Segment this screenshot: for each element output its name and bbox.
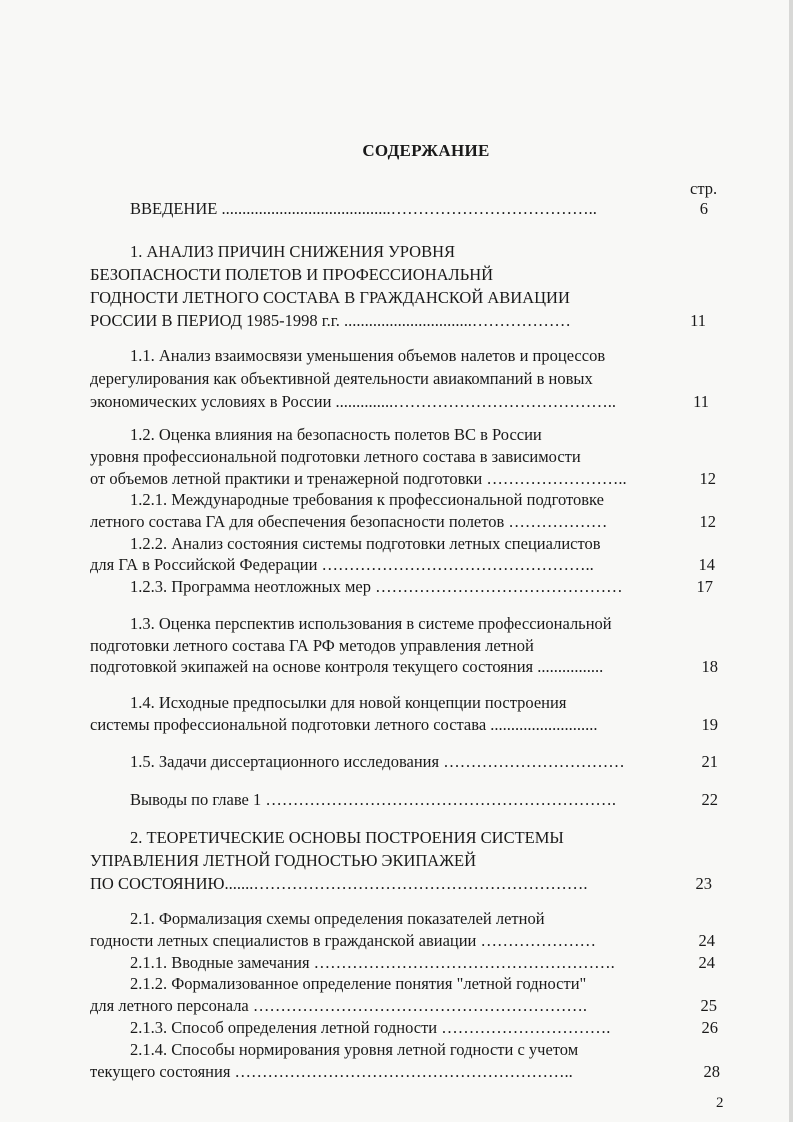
toc-entry-chapter-1: ГОДНОСТИ ЛЕТНОГО СОСТАВА В ГРАЖДАНСКОЙ АВИАЦИИ: [90, 288, 570, 307]
toc-entry-chapter-2: ПО СОСТОЯНИЮ.......…………………………………………………….: [90, 874, 588, 893]
toc-entry-2-1: годности летных специалистов в гражданской авиации …………………: [90, 931, 597, 950]
toc-entry-conclusions-1: Выводы по главе 1 ……………………………………………………….: [130, 790, 616, 809]
toc-entry-1-2-2: для ГА в Российской Федерации …………………………………………..: [90, 555, 594, 574]
toc-entry-1-5: 1.5. Задачи диссертационного исследования ……………………………: [130, 752, 625, 771]
toc-entry-chapter-2: 2. ТЕОРЕТИЧЕСКИЕ ОСНОВЫ ПОСТРОЕНИЯ СИСТЕМЫ: [130, 828, 564, 847]
toc-page-number: 28: [703, 1062, 720, 1081]
toc-entry-1-2-1: летного состава ГА для обеспечения безопасности полетов ………………: [90, 512, 608, 531]
toc-entry-2-1-1: 2.1.1. Вводные замечания ……………………………………………….: [130, 953, 615, 972]
toc-entry-1-2: уровня профессиональной подготовки летного состава в зависимости: [90, 447, 581, 466]
toc-page-number: 11: [690, 311, 706, 330]
toc-page-number: 21: [701, 752, 718, 771]
toc-entry-1-1: экономических условиях в России ..............…………………………………..: [90, 392, 617, 411]
toc-entry-1-2-3: 1.2.3. Программа неотложных мер ………………………………………: [130, 577, 623, 596]
toc-entry-1-2-1: 1.2.1. Международные требования к профессиональной подготовке: [130, 490, 604, 509]
scan-edge: [789, 0, 793, 1122]
toc-page-number: 17: [696, 577, 713, 596]
toc-entry-2-1-2: 2.1.2. Формализованное определение понятия "летной годности": [130, 974, 587, 993]
toc-page-number: 26: [701, 1018, 718, 1037]
toc-entry-chapter-2: УПРАВЛЕНИЯ ЛЕТНОЙ ГОДНОСТЬЮ ЭКИПАЖЕЙ: [90, 851, 476, 870]
toc-entry-1-1: 1.1. Анализ взаимосвязи уменьшения объемов налетов и процессов: [130, 346, 606, 365]
toc-page-number: 12: [699, 512, 716, 531]
toc-entry-1-3: подготовкой экипажей на основе контроля текущего состояния ................: [90, 657, 604, 676]
toc-entry-1-3: подготовки летного состава ГА РФ методов управления летной: [90, 636, 534, 655]
toc-entry-2-1: 2.1. Формализация схемы определения показателей летной: [130, 909, 545, 928]
toc-page-number: 6: [699, 199, 708, 218]
toc-entry-2-1-3: 2.1.3. Способ определения летной годности ………………………….: [130, 1018, 611, 1037]
toc-entry-1-4: 1.4. Исходные предпосылки для новой концепции построения: [130, 693, 567, 712]
toc-page-number: 12: [699, 469, 716, 488]
toc-entry-1-3: 1.3. Оценка перспектив использования в системе профессиональной: [130, 614, 612, 633]
toc-entry-1-4: системы профессиональной подготовки летного состава ..........................: [90, 715, 598, 734]
toc-entry-1-2: 1.2. Оценка влияния на безопасность полетов ВС в России: [130, 425, 542, 444]
toc-page-number: 24: [698, 953, 715, 972]
toc-entry-chapter-1: РОССИИ В ПЕРИОД 1985-1998 г.г. ...............................………………: [90, 311, 571, 330]
toc-page-number: 25: [700, 996, 717, 1015]
toc-entry-2-1-4: 2.1.4. Способы нормирования уровня летной годности с учетом: [130, 1040, 579, 1059]
toc-page-number: 11: [693, 392, 709, 411]
toc-page-number: 23: [695, 874, 712, 893]
toc-page-number: 14: [698, 555, 715, 574]
toc-entry-2-1-2: для летного персонала …………………………………………………….: [90, 996, 588, 1015]
page-number: 2: [716, 1095, 724, 1111]
toc-page-number: 18: [701, 657, 718, 676]
toc-entry-1-2: от объемов летной практики и тренажерной подготовки ……………………..: [90, 469, 627, 488]
toc-page-number: 22: [701, 790, 718, 809]
toc-page-number: 19: [701, 715, 718, 734]
toc-entry-2-1-4: текущего состояния ……………………………………………………..: [90, 1062, 573, 1081]
toc-entry-1-2-2: 1.2.2. Анализ состояния системы подготовки летных специалистов: [130, 534, 601, 553]
page-title: СОДЕРЖАНИЕ: [362, 141, 490, 160]
toc-page-number: 24: [698, 931, 715, 950]
toc-entry-intro: ВВЕДЕНИЕ .........................................………………………………..: [130, 199, 597, 218]
toc-entry-1-1: дерегулирования как объективной деятельности авиакомпаний в новых: [90, 369, 593, 388]
toc-entry-chapter-1: 1. АНАЛИЗ ПРИЧИН СНИЖЕНИЯ УРОВНЯ: [130, 242, 455, 261]
toc-entry-chapter-1: БЕЗОПАСНОСТИ ПОЛЕТОВ И ПРОФЕССИОНАЛЬНЙ: [90, 265, 494, 284]
page-column-label: стр.: [690, 179, 718, 198]
